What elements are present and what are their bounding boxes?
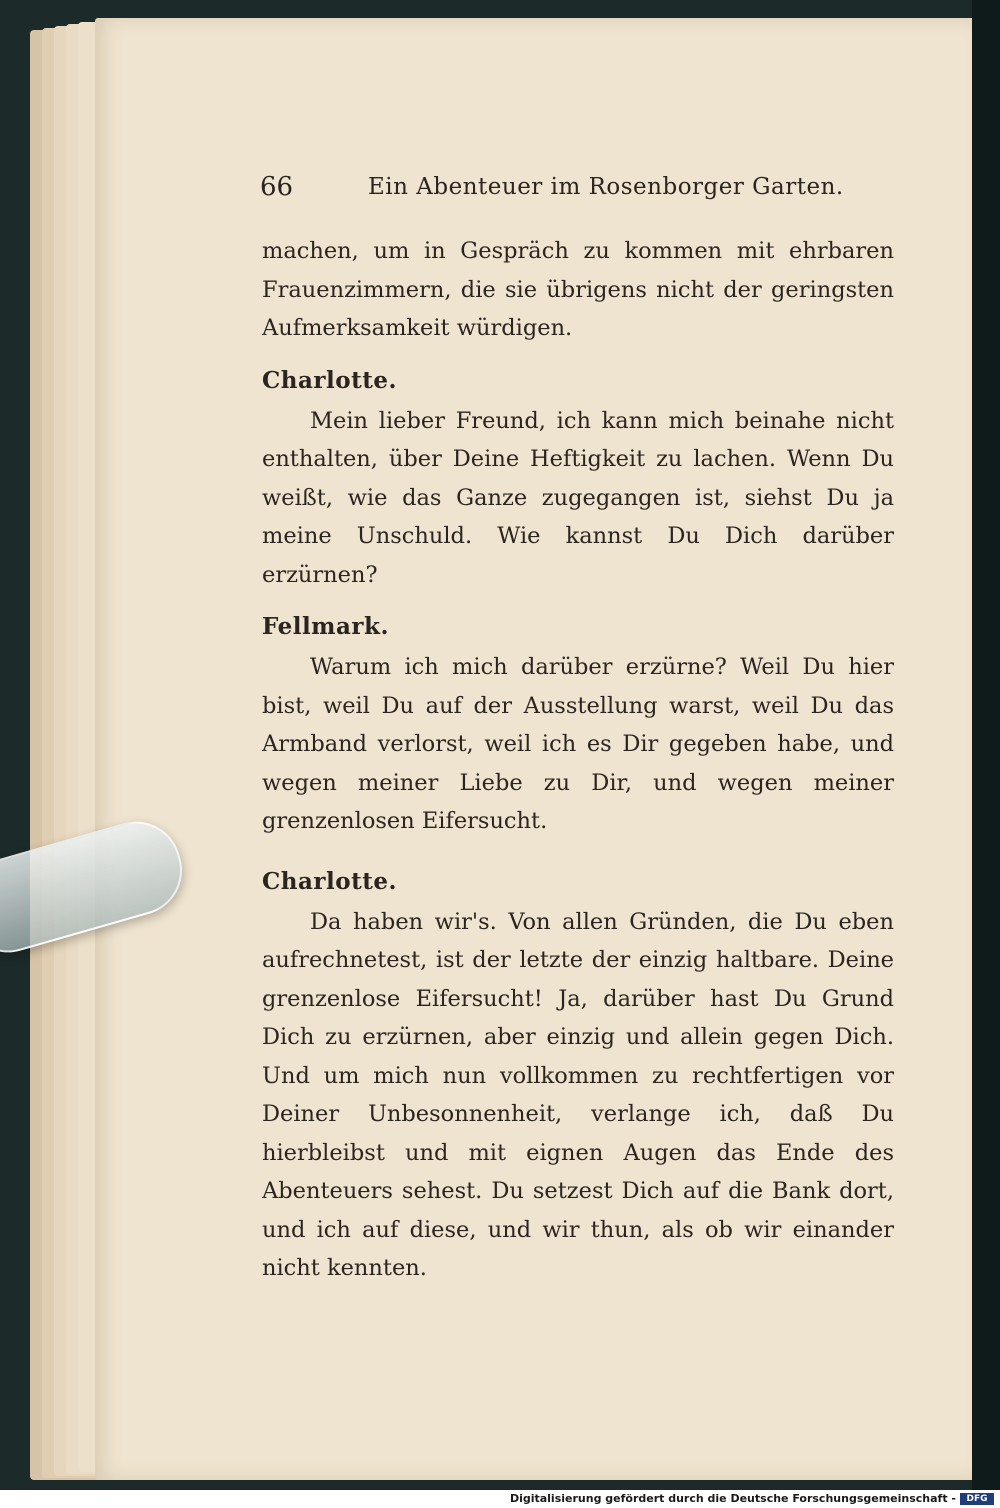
running-title: Ein Abenteuer im Rosenborger Garten. xyxy=(368,174,844,200)
speaker-heading: Charlotte. xyxy=(262,366,398,394)
speaker-heading: Charlotte. xyxy=(262,867,398,895)
footer-bar xyxy=(0,1490,1000,1508)
page-text xyxy=(262,232,894,1288)
paragraph-continuation: machen, um in Gespräch zu kommen mit ehrbaren Frauenzimmern, die sie übrigens nicht der geringsten Aufmerksamkeit würdigen. xyxy=(262,238,894,341)
speech-paragraph: Warum ich mich darüber erzürne? Weil Du hier bist, weil Du auf der Ausstellung warst, weil Du das Armband verlorst, weil ich es Dir gegeben habe, und wegen meiner Liebe zu Dir, und wegen meiner grenzenlosen Eifersucht. xyxy=(262,654,894,834)
speech-paragraph: Mein lieber Freund, ich kann mich beinahe nicht enthalten, über Deine Heftigkeit zu lachen. Wenn Du weißt, wie das Ganze zugegangen ist, siehst Du ja meine Unschuld. Wie kannst Du Dich darüber erzürnen? xyxy=(262,407,894,588)
funding-credit: Digitalisierung gefördert durch die Deutsche Forschungsgemeinschaft - xyxy=(509,1492,956,1505)
page-header xyxy=(260,172,900,212)
page-number: 66 xyxy=(260,172,294,202)
dfg-logo: DFG xyxy=(960,1493,994,1505)
book-gutter xyxy=(972,0,1000,1490)
speech-paragraph: Da haben wir's. Von allen Gründen, die Du eben aufrechnetest, ist der letzte der einzig haltbare. Deine grenzenlose Eifersucht! Ja, darüber hast Du Grund Dich zu erzürnen, aber einzig und allein gegen Dich. Und um mich nun vollkommen zu rechtfertigen vor Deiner Unbesonnenheit, verlange ich, daß Du hierbleibst und mit eignen Augen das Ende des Abenteuers sehest. Du setzest Dich auf die Bank dort, und ich auf diese, und wir thun, als ob wir einander nicht kennten. xyxy=(262,908,894,1281)
speaker-heading: Fellmark. xyxy=(262,613,389,640)
